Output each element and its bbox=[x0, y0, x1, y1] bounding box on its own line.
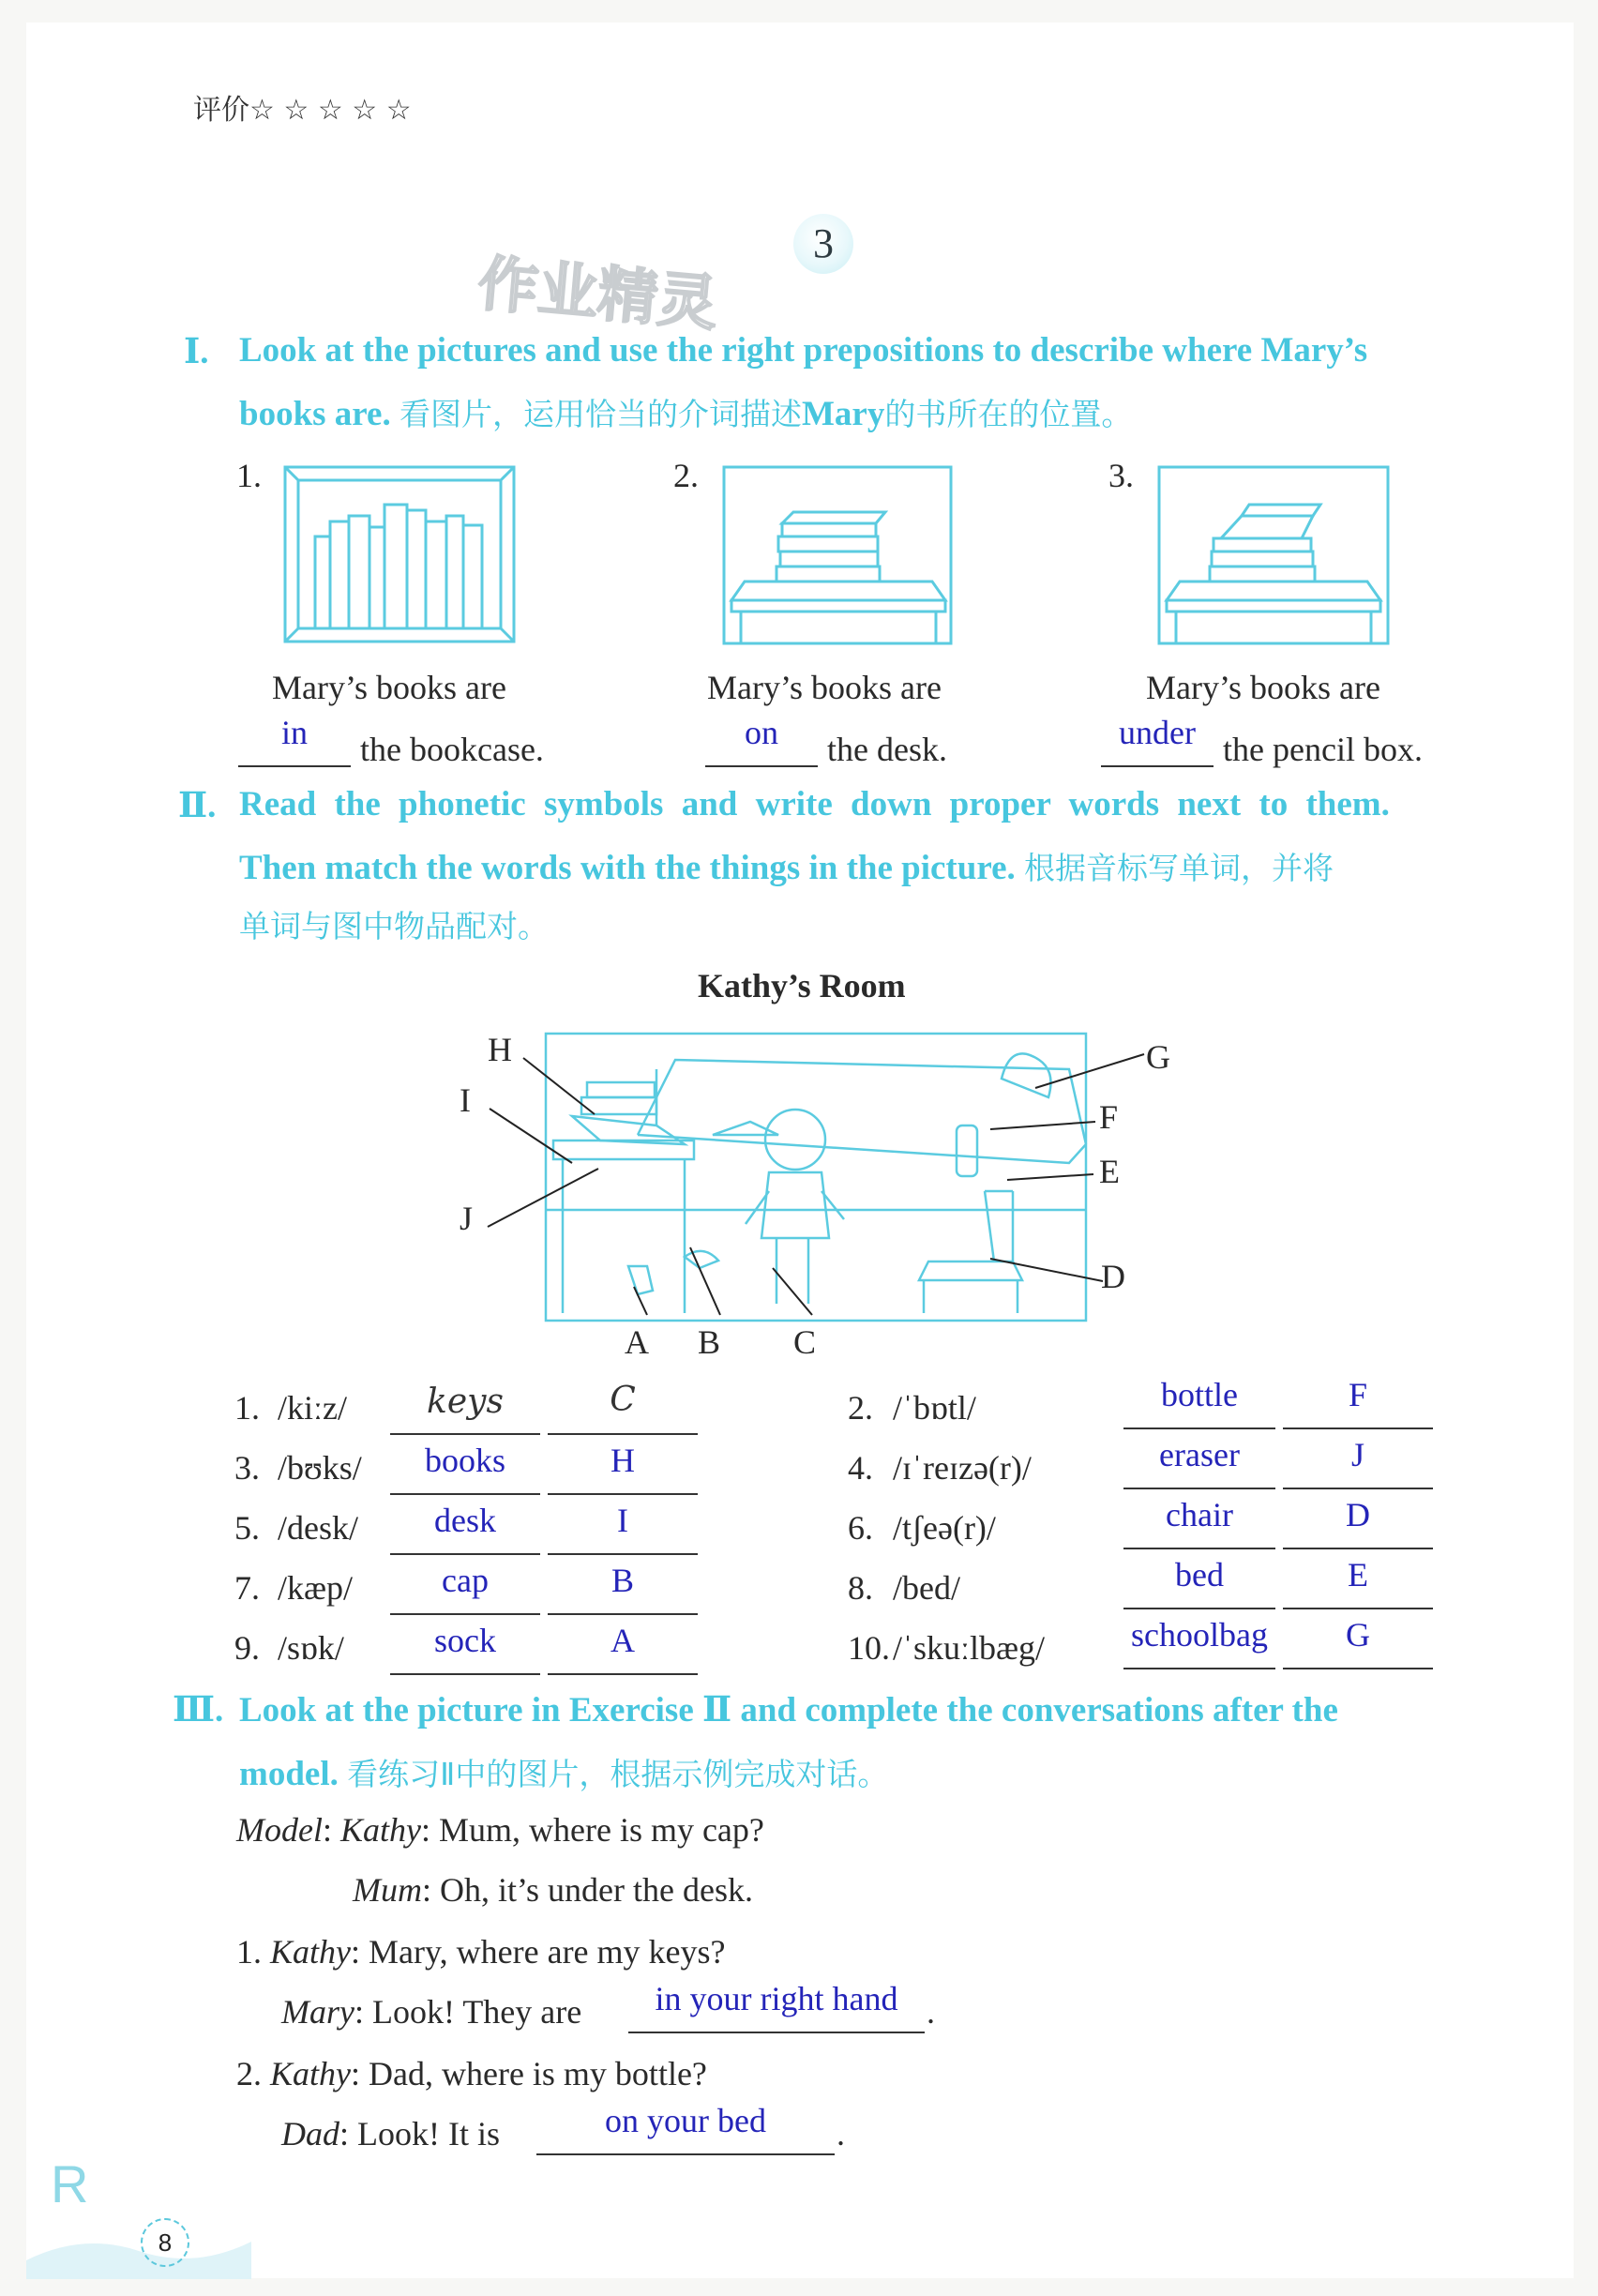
row6-word: chair bbox=[1166, 1496, 1233, 1533]
row2-word-line bbox=[1123, 1427, 1275, 1429]
dialog2-number: 2. bbox=[236, 2055, 262, 2092]
row1-phonetic: /kiːz/ bbox=[278, 1389, 347, 1427]
section1-title-cn2: 的书所在的位置。 bbox=[884, 396, 1133, 432]
row4-number: 4. bbox=[848, 1449, 873, 1487]
section2-title-en: Then match the words with the things in the picture. bbox=[239, 849, 1016, 887]
footer-logo-letter: R bbox=[51, 2154, 89, 2213]
dialog2-q-text: : Dad, where is my bottle? bbox=[351, 2055, 707, 2092]
row5-phonetic: /desk/ bbox=[278, 1509, 358, 1547]
row8-word: bed bbox=[1175, 1556, 1224, 1594]
item2-number: 2. bbox=[673, 457, 699, 494]
label-E: E bbox=[1099, 1153, 1120, 1190]
row4-word: eraser bbox=[1159, 1436, 1240, 1473]
section1-numeral: Ⅰ. bbox=[184, 333, 209, 371]
dialog1-suffix: . bbox=[927, 1993, 935, 2031]
label-J: J bbox=[460, 1200, 474, 1237]
row6-phonetic: /tʃeə(r)/ bbox=[893, 1509, 996, 1547]
unit-number-badge: 3 bbox=[793, 214, 853, 274]
books-under-pencilbox-picture bbox=[1155, 463, 1392, 647]
row4-letter-line bbox=[1283, 1488, 1433, 1489]
row10-letter: G bbox=[1346, 1616, 1370, 1654]
item3-answer-line bbox=[1101, 765, 1214, 767]
bookcase-picture bbox=[281, 463, 520, 647]
row9-phonetic: /sɒk/ bbox=[278, 1629, 344, 1667]
item1-number: 1. bbox=[236, 457, 262, 494]
item1-answer: in bbox=[280, 714, 308, 751]
dialog1-q-text: : Mary, where are my keys? bbox=[351, 1933, 726, 1971]
item2-prompt: Mary’s books are bbox=[707, 669, 942, 706]
label-F: F bbox=[1099, 1098, 1119, 1136]
model-speaker2: Mum bbox=[353, 1871, 422, 1909]
section2-title-line3 bbox=[239, 902, 549, 946]
dialog2-a-speaker: Dad bbox=[281, 2115, 339, 2152]
row6-letter-line bbox=[1283, 1548, 1433, 1549]
row8-number: 8. bbox=[848, 1569, 873, 1607]
dialog2-suffix: . bbox=[837, 2115, 845, 2152]
dialog1-answer-line bbox=[281, 1992, 581, 2032]
picture-label-lines bbox=[469, 1022, 1182, 1360]
row2-letter: F bbox=[1348, 1376, 1368, 1413]
row2-number: 2. bbox=[848, 1389, 873, 1427]
row5-letter-line bbox=[548, 1553, 698, 1555]
row1-number: 1. bbox=[234, 1389, 260, 1427]
dialog2-question bbox=[236, 2054, 707, 2093]
item3-answer: under bbox=[1119, 714, 1196, 751]
row4-letter: J bbox=[1350, 1436, 1364, 1473]
section3-numeral: Ⅲ. bbox=[173, 1691, 224, 1730]
row6-word-line bbox=[1123, 1548, 1275, 1549]
dialog2-answer-line bbox=[281, 2114, 500, 2153]
footer-wave-decoration bbox=[26, 2213, 251, 2279]
row1-letter: C bbox=[610, 1381, 636, 1419]
dialog1-answer: in your right hand bbox=[655, 1980, 898, 2017]
dialog2-answer-underline bbox=[536, 2153, 835, 2155]
row10-phonetic: /ˈskuːlbæg/ bbox=[893, 1629, 1046, 1667]
row3-letter: H bbox=[611, 1442, 635, 1479]
row3-number: 3. bbox=[234, 1449, 260, 1487]
row7-letter-line bbox=[548, 1613, 698, 1615]
row9-letter: A bbox=[611, 1622, 635, 1659]
watermark: 作业精灵 bbox=[475, 249, 721, 340]
section3-title-line1: Look at the picture in Exercise Ⅱ and complete the conversations after the bbox=[239, 1691, 1338, 1730]
row7-number: 7. bbox=[234, 1569, 260, 1607]
label-A: A bbox=[625, 1323, 649, 1361]
section1-title-en2: Mary bbox=[801, 395, 885, 433]
model-text2: : Oh, it’s under the desk. bbox=[422, 1871, 753, 1909]
row9-number: 9. bbox=[234, 1629, 260, 1667]
item2-answer-line bbox=[705, 765, 818, 767]
row9-word-line bbox=[390, 1673, 540, 1675]
label-H: H bbox=[488, 1031, 512, 1068]
row10-word-line bbox=[1123, 1668, 1275, 1669]
row7-word: cap bbox=[442, 1562, 489, 1599]
section2-title-cn: 根据音标写单词，并将 bbox=[1024, 850, 1334, 886]
dialog1-q-speaker: Kathy bbox=[270, 1933, 351, 1971]
row3-phonetic: /bʊks/ bbox=[278, 1449, 362, 1487]
row5-number: 5. bbox=[234, 1509, 260, 1547]
row4-word-line bbox=[1123, 1488, 1275, 1489]
row8-phonetic: /bed/ bbox=[893, 1569, 960, 1607]
row7-phonetic: /kæp/ bbox=[278, 1569, 354, 1607]
label-C: C bbox=[793, 1323, 817, 1361]
model-text1: : Mum, where is my cap? bbox=[420, 1811, 764, 1849]
item2-suffix: the desk. bbox=[827, 731, 947, 768]
row9-word: sock bbox=[434, 1622, 496, 1659]
row3-letter-line bbox=[548, 1493, 698, 1495]
item3-suffix: the pencil box. bbox=[1223, 731, 1423, 768]
row6-number: 6. bbox=[848, 1509, 873, 1547]
row1-letter-line bbox=[548, 1433, 698, 1435]
item3-number: 3. bbox=[1108, 457, 1134, 494]
row2-phonetic: /ˈbɒtl/ bbox=[893, 1389, 976, 1427]
row2-letter-line bbox=[1283, 1427, 1433, 1429]
row1-word-line bbox=[390, 1433, 540, 1435]
row1-word: keys bbox=[427, 1382, 504, 1421]
item1-prompt: Mary’s books are bbox=[272, 669, 506, 706]
row7-word-line bbox=[390, 1613, 540, 1615]
section1-title-cn: 看图片，运用恰当的介词描述 bbox=[399, 396, 802, 432]
section1-title-line1: Look at the pictures and use the right prepositions to describe where Mary’s bbox=[239, 331, 1368, 370]
row2-word: bottle bbox=[1161, 1376, 1238, 1413]
row10-letter-line bbox=[1283, 1668, 1433, 1669]
room-title: Kathy’s Room bbox=[698, 967, 906, 1004]
row5-letter: I bbox=[617, 1502, 628, 1539]
section2-title-line2 bbox=[239, 844, 1334, 888]
dialog1-number: 1. bbox=[236, 1933, 262, 1971]
page-number: 8 bbox=[141, 2218, 189, 2267]
model-speaker1: Kathy bbox=[339, 1811, 421, 1849]
item2-answer: on bbox=[745, 714, 778, 751]
section2-title-cn3: 单词与图中物品配对。 bbox=[239, 908, 549, 944]
dialog2-q-speaker: Kathy bbox=[270, 2055, 351, 2092]
dialog2-answer: on your bed bbox=[605, 2102, 766, 2139]
row5-word-line bbox=[390, 1553, 540, 1555]
label-G: G bbox=[1146, 1038, 1170, 1076]
row8-letter-line bbox=[1283, 1608, 1433, 1609]
dialog1-question bbox=[236, 1932, 726, 1971]
item3-prompt: Mary’s books are bbox=[1146, 669, 1380, 706]
section2-numeral: Ⅱ. bbox=[178, 787, 217, 825]
row7-letter: B bbox=[611, 1562, 634, 1599]
dialog1-answer-underline bbox=[628, 2032, 925, 2033]
dialog1-a-speaker: Mary bbox=[281, 1993, 354, 2031]
section2-title-line1: Read the phonetic symbols and write down proper words next to them. bbox=[239, 785, 1390, 823]
books-on-desk-picture bbox=[720, 463, 955, 647]
row6-letter: D bbox=[1346, 1496, 1370, 1533]
rating-stars: 评价☆ ☆ ☆ ☆ ☆ bbox=[193, 94, 412, 127]
row8-word-line bbox=[1123, 1608, 1275, 1609]
model-line2 bbox=[353, 1870, 753, 1910]
model-label: Model bbox=[236, 1811, 323, 1849]
dialog1-a-prefix: : Look! They are bbox=[354, 1993, 582, 2031]
label-I: I bbox=[460, 1081, 471, 1119]
section3-title-line2 bbox=[239, 1750, 888, 1794]
row10-number: 10. bbox=[848, 1629, 890, 1667]
row5-word: desk bbox=[434, 1502, 496, 1539]
section1-title-line2 bbox=[239, 390, 1132, 434]
section1-title-en: books are. bbox=[239, 395, 391, 433]
row10-word: schoolbag bbox=[1131, 1616, 1268, 1654]
label-B: B bbox=[698, 1323, 721, 1361]
label-D: D bbox=[1101, 1258, 1125, 1295]
row4-phonetic: /ɪˈreɪzə(r)/ bbox=[893, 1449, 1032, 1487]
section3-title-cn: 看练习Ⅱ中的图片，根据示例完成对话。 bbox=[347, 1756, 889, 1792]
row8-letter: E bbox=[1348, 1556, 1368, 1594]
row3-word-line bbox=[390, 1493, 540, 1495]
section3-title-en: model. bbox=[239, 1755, 339, 1793]
model-line1: Model: Kathy: Mum, where is my cap? bbox=[236, 1811, 764, 1849]
item1-answer-line bbox=[238, 765, 351, 767]
row3-word: books bbox=[424, 1442, 505, 1479]
row9-letter-line bbox=[548, 1673, 698, 1675]
item1-suffix: the bookcase. bbox=[360, 731, 544, 768]
dialog2-a-prefix: : Look! It is bbox=[339, 2115, 500, 2152]
